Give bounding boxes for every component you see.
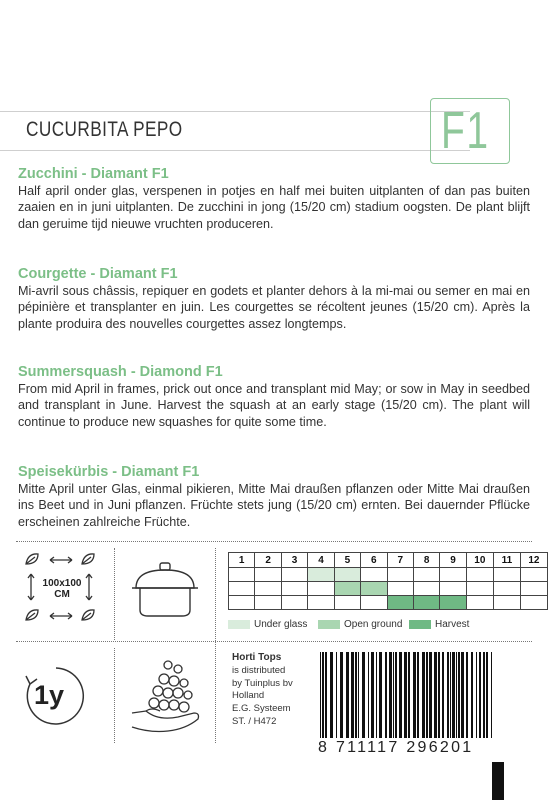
divider xyxy=(16,641,532,642)
barcode-number: 8 711117 296201 xyxy=(318,739,474,756)
barcode-bar xyxy=(320,652,321,738)
calendar-cell xyxy=(387,568,413,582)
calendar-cell xyxy=(440,582,466,596)
info-line: ST. / H472 xyxy=(232,715,277,727)
calendar-cell xyxy=(361,582,387,596)
calendar-cell xyxy=(387,596,413,610)
barcode-bar xyxy=(368,652,369,738)
info-line: is distributed xyxy=(232,664,286,676)
month-cell: 3 xyxy=(281,553,307,568)
legend-swatch xyxy=(409,620,431,629)
legend-label: Open ground xyxy=(344,619,403,630)
month-cell: 5 xyxy=(334,553,360,568)
barcode-bar xyxy=(322,652,324,738)
calendar-row-under-glass xyxy=(229,568,548,582)
calendar-cell xyxy=(281,568,307,582)
calendar-cell xyxy=(520,596,547,610)
calendar-cell xyxy=(229,582,255,596)
calendar-cell xyxy=(493,596,520,610)
seeds-in-hand-icon xyxy=(128,655,204,737)
month-cell: 1 xyxy=(229,553,255,568)
calendar-cell xyxy=(520,568,547,582)
section-german xyxy=(18,463,530,530)
calendar-cell xyxy=(466,596,493,610)
calendar-cell xyxy=(440,568,466,582)
species-name: CUCURBITA PEPO xyxy=(26,118,183,141)
legend-label: Under glass xyxy=(254,619,308,630)
lifespan-label: 1y xyxy=(34,680,65,710)
calendar-month-row xyxy=(229,553,548,568)
barcode-bar xyxy=(325,652,327,738)
calendar-cell xyxy=(308,582,334,596)
calendar-cell xyxy=(255,568,281,582)
calendar-cell xyxy=(281,582,307,596)
barcode-bar xyxy=(450,652,451,738)
barcode-bar xyxy=(438,652,440,738)
calendar-cell xyxy=(361,568,387,582)
legend-under-glass xyxy=(228,619,307,630)
barcode-bar xyxy=(336,652,337,738)
spacing-label xyxy=(40,578,84,600)
info-line: E.G. Systeem xyxy=(232,703,291,715)
calendar-cell xyxy=(493,582,520,596)
brand-name: Horti Tops xyxy=(232,652,282,663)
barcode-bar xyxy=(376,652,377,738)
calendar-cell xyxy=(334,568,360,582)
section-title: Summersquash - Diamond F1 xyxy=(18,364,223,380)
barcode-bar xyxy=(358,652,359,738)
info-line: by Tuinplus bv xyxy=(232,677,293,689)
cold-frame-icon xyxy=(130,558,200,620)
barcode-bar xyxy=(434,652,437,738)
calendar-row-open-ground xyxy=(229,582,548,596)
calendar-cell xyxy=(308,596,334,610)
calendar-cell xyxy=(255,596,281,610)
calendar-cell xyxy=(466,582,493,596)
barcode-bar xyxy=(399,652,402,738)
barcode-bar xyxy=(429,652,432,738)
calendar-cell xyxy=(440,596,466,610)
calendar-cell xyxy=(493,568,520,582)
calendar-cell xyxy=(229,596,255,610)
distributor-info xyxy=(232,652,293,729)
calendar-cell xyxy=(466,568,493,582)
section-english xyxy=(18,363,530,430)
month-cell: 10 xyxy=(466,553,493,568)
section-text: Half april onder glas, verspenen in potjes en half mei buiten uitplanten of dan pas buiten zaaien en in juni uitplanten. De zucchini in jong (15/20 cm) stadium oogsten. De plant blijft dan geruime tijd nieuwe vruchten produceren. xyxy=(18,184,530,231)
section-text: Mitte April unter Glas, einmal pikieren, Mitte Mai draußen pflanzen oder Mitte Mai draußen ins Beet und in Juni pflanzen. Früchte stets jung (15/20 cm) ernten. Bei dauernder Pflücke erscheinen zahlreiche Früchte. xyxy=(18,482,530,529)
barcode-bar xyxy=(422,652,425,738)
month-cell: 6 xyxy=(361,553,387,568)
barcode-bar xyxy=(476,652,477,738)
barcode-bar xyxy=(491,652,492,738)
barcode-bar xyxy=(355,652,357,738)
barcode-bar xyxy=(426,652,428,738)
calendar-cell xyxy=(413,596,439,610)
barcode-bar xyxy=(458,652,460,738)
section-title: Zucchini - Diamant F1 xyxy=(18,166,169,182)
calendar-cell xyxy=(229,568,255,582)
month-cell: 4 xyxy=(308,553,334,568)
barcode-bar xyxy=(483,652,485,738)
barcode-bar xyxy=(362,652,365,738)
barcode-bar xyxy=(479,652,481,738)
calendar-cell xyxy=(308,568,334,582)
calendar-cell xyxy=(387,582,413,596)
legend-harvest xyxy=(409,619,469,630)
info-line: Holland xyxy=(232,690,265,702)
edge-marker xyxy=(492,762,504,800)
barcode-bar xyxy=(417,652,419,738)
month-cell: 9 xyxy=(440,553,466,568)
calendar-cell xyxy=(255,582,281,596)
barcode-bar xyxy=(447,652,449,738)
barcode-bar xyxy=(330,652,333,738)
barcode-bar xyxy=(486,652,488,738)
calendar-cell xyxy=(361,596,387,610)
section-title: Speisekürbis - Diamant F1 xyxy=(18,464,200,480)
legend-open-ground xyxy=(318,619,402,630)
barcode-bar xyxy=(442,652,444,738)
divider xyxy=(16,541,532,542)
barcode-bar xyxy=(456,652,457,738)
section-title: Courgette - Diamant F1 xyxy=(18,266,178,282)
divider xyxy=(215,548,216,743)
barcode-bar xyxy=(389,652,392,738)
barcode-bar xyxy=(404,652,407,738)
legend-swatch xyxy=(318,620,340,629)
spacing-unit: CM xyxy=(54,589,70,600)
barcode-bar xyxy=(461,652,464,738)
section-text: Mi-avril sous châssis, repiquer en godets et planter dehors à la mi-mai ou semer en mai en pépinière et transplanter en juin. Les courgettes se récoltent jeunes (15/20 cm). Après la plante produira des nouvelles courgettes assez longtemps. xyxy=(18,284,530,331)
barcode-bar xyxy=(346,652,349,738)
month-cell: 8 xyxy=(413,553,439,568)
f1-badge-label: F1 xyxy=(441,102,490,160)
month-cell: 2 xyxy=(255,553,281,568)
barcode-bar xyxy=(371,652,374,738)
barcode-bar xyxy=(340,652,343,738)
barcode-bar xyxy=(408,652,410,738)
calendar-row-harvest xyxy=(229,596,548,610)
month-cell: 12 xyxy=(520,553,547,568)
barcode-bar xyxy=(395,652,397,738)
calendar-cell xyxy=(413,568,439,582)
section-text: From mid April in frames, prick out once and transplant mid May; or sow in May in seedbed and transplant in June. Harvest the squash at an early stage (15/20 cm). The plant will continue to produce new squashes for quite some time. xyxy=(18,382,530,429)
section-dutch xyxy=(18,165,530,232)
calendar-cell xyxy=(520,582,547,596)
barcode-bar xyxy=(471,652,473,738)
month-cell: 7 xyxy=(387,553,413,568)
calendar-cell xyxy=(281,596,307,610)
divider xyxy=(114,648,115,743)
barcode-bar xyxy=(351,652,354,738)
sowing-calendar xyxy=(228,552,548,610)
barcode-bar xyxy=(452,652,455,738)
month-cell: 11 xyxy=(493,553,520,568)
calendar-cell xyxy=(413,582,439,596)
barcode-bar xyxy=(385,652,387,738)
barcode-bar xyxy=(413,652,416,738)
spacing-value: 100x100 xyxy=(42,578,82,589)
calendar-cell xyxy=(334,582,360,596)
barcode xyxy=(318,652,494,738)
legend-label: Harvest xyxy=(435,619,470,630)
calendar-cell xyxy=(334,596,360,610)
section-french xyxy=(18,265,530,332)
barcode-bar xyxy=(466,652,468,738)
barcode-bar xyxy=(379,652,382,738)
barcode-bar xyxy=(393,652,394,738)
divider xyxy=(114,548,115,640)
legend-swatch xyxy=(228,620,250,629)
